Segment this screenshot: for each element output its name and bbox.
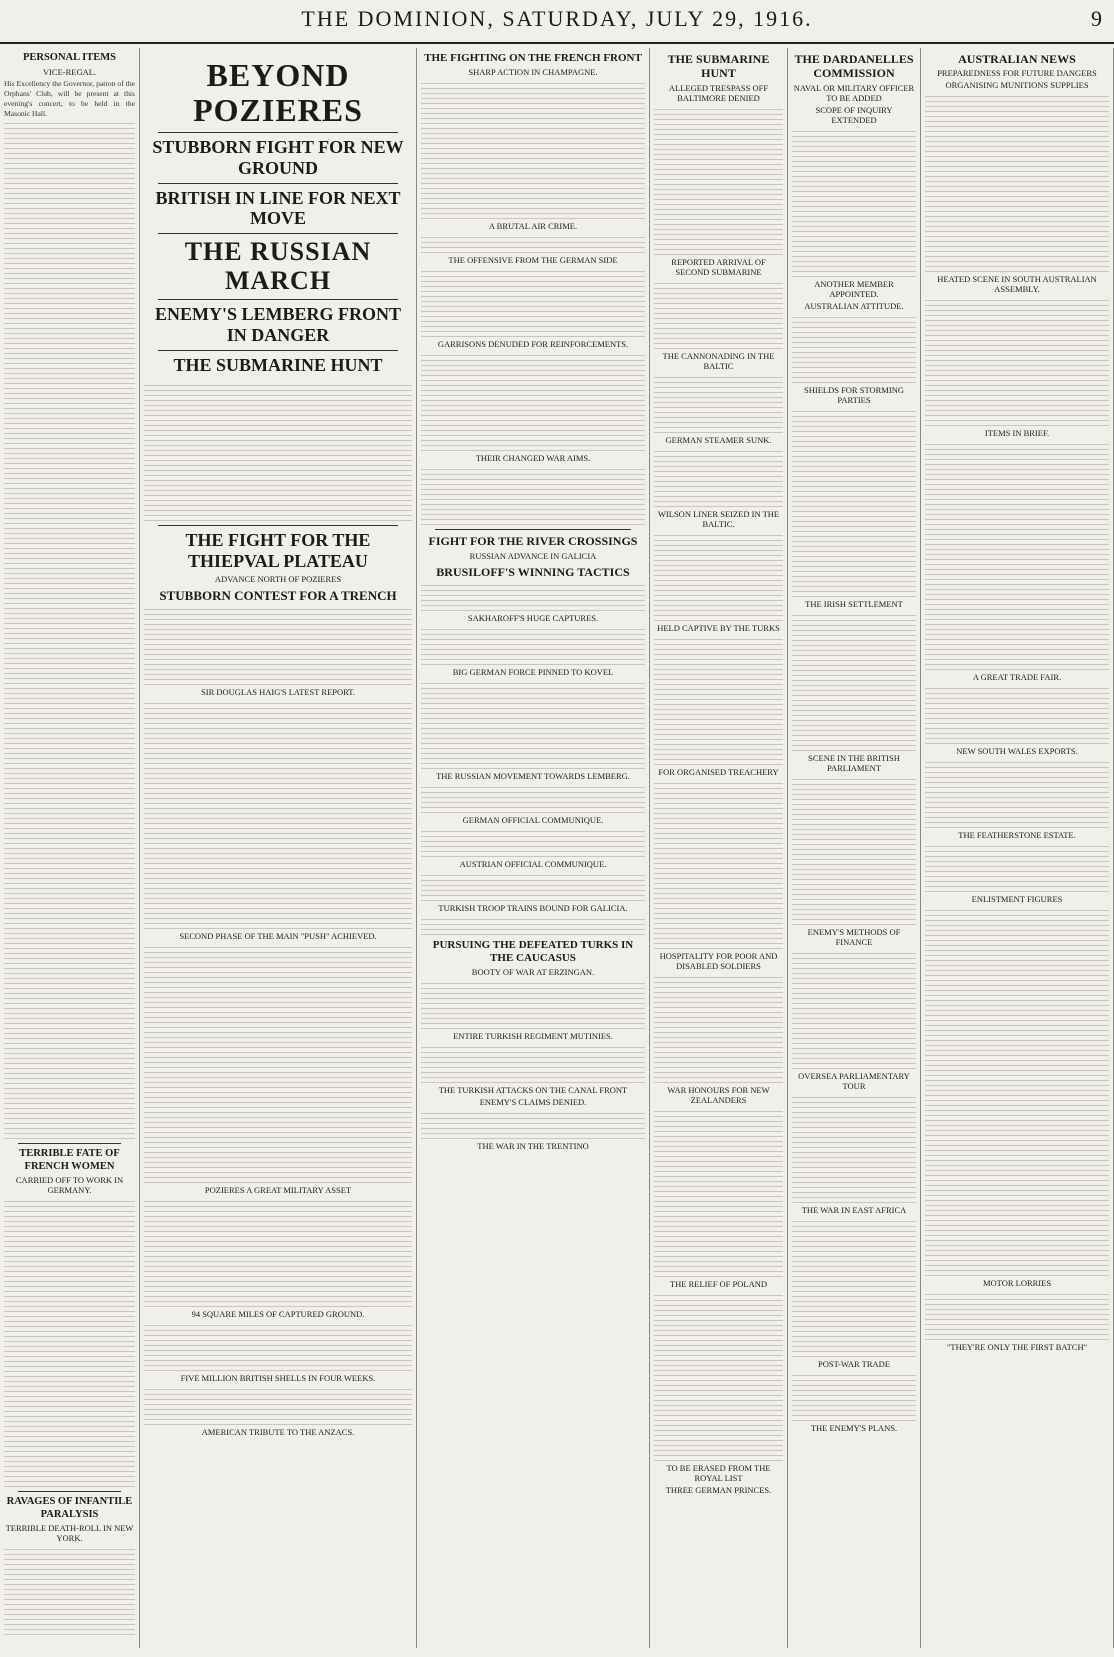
- text-block: [421, 783, 645, 813]
- article-heading: POZIERES A GREAT MILITARY ASSET: [204, 1185, 352, 1196]
- text-block: [654, 531, 783, 621]
- text-block: [654, 105, 783, 255]
- headline: BRUSILOFF'S WINNING TACTICS: [436, 564, 630, 579]
- text-block: [144, 699, 412, 929]
- article-heading: NEW SOUTH WALES EXPORTS.: [956, 746, 1078, 757]
- section-subheading: VICE-REGAL.: [42, 66, 97, 77]
- text-block: [421, 1043, 645, 1083]
- headline: PURSUING THE DEFEATED TURKS IN THE CAUCASUS: [432, 938, 634, 965]
- article-heading: FOR ORGANISED TREACHERY: [658, 766, 779, 777]
- text-block: [925, 296, 1109, 426]
- article-heading: ENEMY'S METHODS OF FINANCE: [807, 926, 901, 947]
- article-heading: THE RELIEF OF POLAND: [669, 1278, 768, 1289]
- section-subheading: CARRIED OFF TO WORK IN GERMANY.: [15, 1175, 124, 1196]
- headline: THE DARDANELLES COMMISSION: [794, 52, 914, 81]
- divider: [158, 183, 398, 184]
- article-heading: GERMAN OFFICIAL COMMUNIQUE.: [462, 814, 604, 825]
- article-heading: REPORTED ARRIVAL OF SECOND SUBMARINE: [671, 256, 766, 277]
- column-submarine-hunt: [650, 48, 788, 1648]
- divider: [158, 132, 398, 133]
- text-block: [654, 279, 783, 349]
- article-heading: ENEMY'S CLAIMS DENIED.: [479, 1097, 587, 1108]
- divider: [158, 233, 398, 234]
- article-heading: A BRUTAL AIR CRIME.: [488, 221, 578, 232]
- article-heading: FIVE MILLION BRITISH SHELLS IN FOUR WEEKS.: [180, 1373, 376, 1384]
- section-heading: TERRIBLE FATE OF FRENCH WOMEN: [19, 1147, 120, 1172]
- text-block: [144, 1385, 412, 1425]
- text-block: [792, 407, 916, 597]
- article-heading: SIR DOUGLAS HAIG'S LATEST REPORT.: [201, 687, 355, 698]
- article-heading: AMERICAN TRIBUTE TO THE ANZACS.: [201, 1427, 355, 1438]
- text-block: [421, 581, 645, 611]
- text-block: [144, 1197, 412, 1307]
- text-block: [421, 267, 645, 337]
- article-heading: THE CANNONADING IN THE BALTIC: [662, 350, 775, 371]
- text-block: [654, 373, 783, 433]
- text-block: [792, 127, 916, 277]
- text-block: [144, 381, 412, 521]
- article-heading: ANOTHER MEMBER APPOINTED.: [814, 278, 894, 299]
- text-block: [421, 679, 645, 769]
- column-french-front: [417, 48, 650, 1648]
- article-heading: THEIR CHANGED WAR AIMS.: [475, 453, 591, 464]
- article-heading: MOTOR LORRIES: [982, 1278, 1052, 1289]
- subheading: NAVAL OR MILITARY OFFICER TO BE ADDED: [793, 82, 915, 103]
- subheading: THREE GERMAN PRINCES.: [665, 1484, 772, 1495]
- text-block: [421, 625, 645, 665]
- article-heading: WAR HONOURS FOR NEW ZEALANDERS: [667, 1084, 770, 1105]
- text-block: [421, 871, 645, 901]
- article-heading: 94 SQUARE MILES OF CAPTURED GROUND.: [191, 1309, 365, 1320]
- text-block: [925, 758, 1109, 828]
- text-block: [421, 233, 645, 253]
- article-heading: HOSPITALITY FOR POOR AND DISABLED SOLDIERS: [659, 950, 778, 971]
- text-block: [792, 1371, 916, 1421]
- headline: STUBBORN CONTEST FOR A TRENCH: [159, 587, 397, 603]
- text-block: [792, 1217, 916, 1357]
- text-block: [925, 842, 1109, 892]
- text-block: [925, 1290, 1109, 1340]
- article-heading: "THEY'RE ONLY THE FIRST BATCH": [946, 1342, 1088, 1353]
- text-block: [792, 1093, 916, 1203]
- masthead: [0, 0, 1114, 44]
- article-heading: SHARP ACTION IN CHAMPAGNE.: [468, 67, 598, 78]
- headline: THE FIGHTING ON THE FRENCH FRONT: [424, 52, 642, 64]
- subheading: RUSSIAN ADVANCE IN GALICIA: [469, 550, 597, 561]
- divider: [158, 350, 398, 351]
- text-block: [792, 313, 916, 383]
- article-heading: SECOND PHASE OF THE MAIN "PUSH" ACHIEVED.: [179, 931, 377, 942]
- text-block: [925, 92, 1109, 272]
- text-block: [421, 979, 645, 1029]
- article-heading: SAKHAROFF'S HUGE CAPTURES.: [467, 612, 599, 623]
- text-block: [925, 684, 1109, 744]
- column-beyond-pozieres: [140, 48, 417, 1648]
- text-block: [4, 1545, 135, 1635]
- article-heading: THE TURKISH ATTACKS ON THE CANAL FRONT: [438, 1085, 628, 1096]
- divider: [158, 299, 398, 300]
- text-block: [654, 447, 783, 507]
- column-australian-news: [921, 48, 1114, 1648]
- article-heading: OVERSEA PARLIAMENTARY TOUR: [798, 1070, 910, 1091]
- headline: THE FIGHT FOR THE THIEPVAL PLATEAU: [185, 530, 371, 572]
- text-block: [144, 605, 412, 685]
- article-heading: THE IRISH SETTLEMENT: [805, 598, 903, 609]
- text-block: [4, 1197, 135, 1487]
- newspaper-title: THE DOMINION, SATURDAY, JULY 29, 1916.: [301, 6, 813, 31]
- headline: AUSTRALIAN NEWS: [958, 52, 1076, 66]
- article-heading: ENLISTMENT FIGURES: [971, 894, 1063, 905]
- text-block: [421, 915, 645, 935]
- text-block: [4, 119, 135, 1139]
- headline: STUBBORN FIGHT FOR NEW GROUND: [152, 137, 404, 179]
- text-block: [421, 465, 645, 525]
- article-heading: THE ENEMY'S PLANS.: [810, 1422, 898, 1433]
- divider: [18, 1143, 121, 1144]
- column-dardanelles: [788, 48, 921, 1648]
- column-personal-items: [0, 48, 140, 1648]
- headline: ENEMY'S LEMBERG FRONT IN DANGER: [154, 304, 402, 345]
- main-headline: BEYOND POZIERES: [193, 57, 363, 129]
- text-block: [925, 906, 1109, 1276]
- section-heading: RAVAGES OF INFANTILE PARALYSIS: [6, 1496, 133, 1520]
- article-heading: BOOTY OF WAR AT ERZINGAN.: [471, 967, 595, 978]
- text-block: [421, 79, 645, 219]
- text-block: [792, 775, 916, 925]
- article-heading: AUSTRALIAN ATTITUDE.: [804, 300, 904, 311]
- article-heading: POST-WAR TRADE: [817, 1358, 891, 1369]
- text-block: [925, 440, 1109, 670]
- article-heading: TURKISH TROOP TRAINS BOUND FOR GALICIA.: [438, 902, 628, 913]
- article-heading: THE WAR IN THE TRENTINO: [477, 1141, 589, 1152]
- headline: THE RUSSIAN MARCH: [184, 237, 372, 295]
- text-block: [792, 949, 916, 1069]
- article-heading: AUSTRIAN OFFICIAL COMMUNIQUE.: [459, 858, 607, 869]
- article-heading: THE OFFENSIVE FROM THE GERMAN SIDE: [448, 255, 618, 266]
- article-heading: TO BE ERASED FROM THE ROYAL LIST: [666, 1462, 771, 1483]
- headline: BRITISH IN LINE FOR NEXT MOVE: [155, 187, 401, 229]
- article-heading: A GREAT TRADE FAIR.: [972, 672, 1062, 683]
- text-block: [654, 973, 783, 1083]
- article-heading: SHIELDS FOR STORMING PARTIES: [804, 384, 904, 405]
- headline: THE SUBMARINE HUNT: [173, 354, 383, 375]
- divider: [158, 525, 398, 526]
- section-heading: PERSONAL ITEMS: [22, 52, 117, 63]
- article-heading: SCOPE OF INQUIRY EXTENDED: [815, 104, 893, 125]
- article-heading: GARRISONS DENUDED FOR REINFORCEMENTS.: [437, 339, 629, 350]
- article-heading: BIG GERMAN FORCE PINNED TO KOVEL: [452, 666, 614, 677]
- subheading: ADVANCE NORTH OF POZIERES: [214, 573, 342, 584]
- text-block: [421, 351, 645, 451]
- text-block: [654, 635, 783, 765]
- article-heading: THE FEATHERSTONE ESTATE.: [958, 830, 1076, 841]
- article-heading: ITEMS IN BRIEF.: [984, 428, 1050, 439]
- article-heading: WILSON LINER SEIZED IN THE BALTIC.: [657, 508, 780, 529]
- text-block: [421, 827, 645, 857]
- article-heading: HEATED SCENE IN SOUTH AUSTRALIAN ASSEMBLY.: [937, 274, 1097, 295]
- article-heading: THE WAR IN EAST AFRICA: [801, 1204, 907, 1215]
- article-heading: ENTIRE TURKISH REGIMENT MUTINIES.: [453, 1031, 613, 1042]
- text-block: [792, 611, 916, 751]
- text-block: [654, 779, 783, 949]
- article-heading: HELD CAPTIVE BY THE TURKS: [657, 622, 780, 633]
- headline: THE SUBMARINE HUNT: [667, 52, 770, 81]
- section-subheading: TERRIBLE DEATH-ROLL IN NEW YORK.: [5, 1523, 134, 1544]
- divider: [435, 529, 631, 530]
- page-number: 9: [1091, 6, 1102, 31]
- divider: [18, 1491, 121, 1492]
- headline: FIGHT FOR THE RIVER CROSSINGS: [428, 534, 638, 549]
- text-block: [654, 1107, 783, 1277]
- text-block: [654, 1291, 783, 1461]
- article-heading: ORGANISING MUNITIONS SUPPLIES: [945, 80, 1089, 91]
- text-block: [421, 1109, 645, 1139]
- text-block: [144, 943, 412, 1183]
- article-text: His Excellency the Governor, patron of the Orphans' Club, will be present at this evening's concert, to be held in the Masonic Hall.: [4, 78, 135, 118]
- text-block: [144, 1321, 412, 1371]
- article-heading: THE RUSSIAN MOVEMENT TOWARDS LEMBERG.: [436, 770, 630, 781]
- article-heading: SCENE IN THE BRITISH PARLIAMENT: [808, 752, 900, 773]
- subheading: ALLEGED TRESPASS OFF BALTIMORE DENIED: [668, 82, 769, 103]
- subheading: PREPAREDNESS FOR FUTURE DANGERS: [937, 68, 1097, 79]
- article-heading: GERMAN STEAMER SUNK.: [665, 434, 772, 445]
